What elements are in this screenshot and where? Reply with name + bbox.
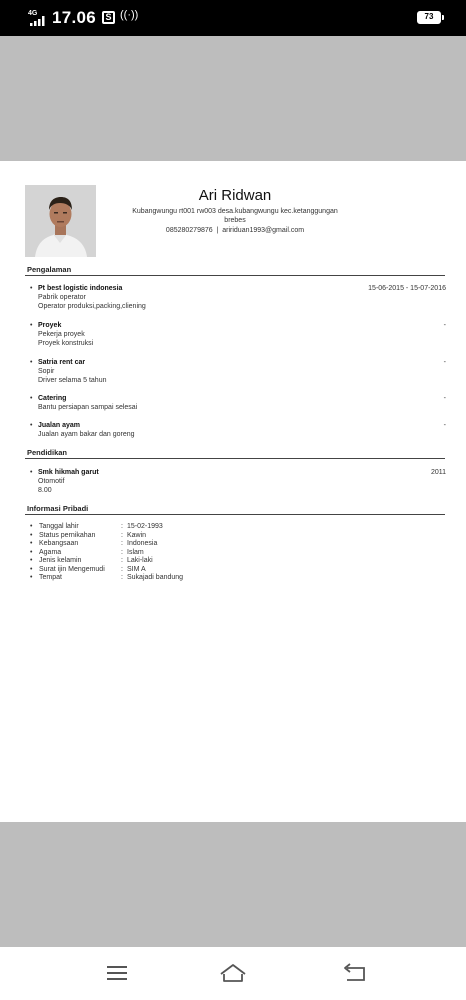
info-value: Kawin xyxy=(127,531,147,539)
info-value: Indonesia xyxy=(127,540,158,547)
signal-icon xyxy=(30,13,46,23)
personal-info-row xyxy=(30,523,250,532)
info-label: Tempat xyxy=(39,574,62,581)
network-type: 4G xyxy=(28,10,38,17)
bullet: • xyxy=(30,395,33,402)
info-colon: : xyxy=(121,540,123,547)
info-value: Islam xyxy=(127,548,144,556)
experience-detail: Pabrik operator xyxy=(38,294,86,301)
candidate-name: Ari Ridwan xyxy=(198,187,272,204)
experience-date: - xyxy=(443,359,446,366)
experience-detail: Proyek konstruksi xyxy=(38,340,94,347)
info-colon: : xyxy=(121,565,123,573)
section-divider xyxy=(25,514,445,515)
education-detail: Otomotif xyxy=(38,478,65,485)
info-label: Jenis kelamin xyxy=(39,557,82,564)
education-title: Smk hikmah garut xyxy=(38,469,99,476)
experience-date: - xyxy=(443,422,446,429)
battery-icon: 73 xyxy=(417,11,441,24)
experience-date: - xyxy=(443,395,446,402)
info-label: Status pernikahan xyxy=(39,531,96,539)
education-detail: 8.00 xyxy=(38,487,52,494)
info-colon: : xyxy=(121,523,123,530)
info-label: Surat ijin Mengemudi xyxy=(39,565,105,573)
personal-info-row xyxy=(30,574,250,583)
clock: 17.06 xyxy=(52,8,97,27)
experience-item xyxy=(30,321,446,351)
phone-number: 085280279876 xyxy=(165,227,213,234)
bullet: • xyxy=(30,531,33,539)
info-colon: : xyxy=(121,531,123,539)
personal-info-row xyxy=(30,540,250,549)
experience-title: Proyek xyxy=(38,322,62,329)
contact-line xyxy=(110,227,360,234)
personal-info-list xyxy=(30,523,250,583)
bullet: • xyxy=(30,359,33,366)
bullet: • xyxy=(30,285,33,292)
profile-photo xyxy=(25,185,96,257)
experience-detail: Pekerja proyek xyxy=(38,331,85,338)
info-value: Sukajadi bandung xyxy=(127,574,184,581)
experience-item xyxy=(30,421,446,441)
info-colon: : xyxy=(121,557,123,564)
experience-detail: Sopir xyxy=(38,368,55,375)
experience-title: Catering xyxy=(38,395,67,402)
info-colon: : xyxy=(121,548,123,556)
personal-info-row xyxy=(30,532,250,541)
contact-separator: | xyxy=(216,227,219,234)
app-notification-icon: S xyxy=(102,11,115,24)
bullet: • xyxy=(30,322,33,329)
info-value: SIM A xyxy=(127,565,146,573)
resume-page[interactable] xyxy=(0,161,466,822)
section-title-experience: Pengalaman xyxy=(27,265,72,274)
experience-detail: Driver selama 5 tahun xyxy=(38,377,107,384)
section-title-personal: Informasi Pribadi xyxy=(27,504,89,513)
experience-detail: Operator produksi,packing,cliening xyxy=(38,303,146,310)
status-bar xyxy=(0,0,466,36)
bullet: • xyxy=(30,548,33,556)
section-divider xyxy=(25,458,445,459)
experience-title: Jualan ayam xyxy=(38,422,81,429)
bullet: • xyxy=(30,469,33,476)
address-line-2: brebes xyxy=(224,217,246,224)
address-line-1: Kubangwungu rt001 rw003 desa.kubangwungu kec.ketanggungan xyxy=(132,208,338,215)
personal-info-row xyxy=(30,549,250,558)
experience-item xyxy=(30,394,446,414)
email-address: aririduan1993@gmail.com xyxy=(222,227,305,234)
experience-item xyxy=(30,284,446,314)
info-label: Kebangsaan xyxy=(39,540,79,547)
navigation-bar xyxy=(0,947,466,1000)
experience-item xyxy=(30,358,446,388)
experience-date: 15-06-2015 - 15-07-2016 xyxy=(368,285,446,292)
home-icon[interactable] xyxy=(218,961,248,985)
bullet: • xyxy=(30,540,33,547)
info-label: Agama xyxy=(39,548,62,556)
experience-title: Satria rent car xyxy=(38,359,86,366)
bullet: • xyxy=(30,557,33,564)
education-item xyxy=(30,468,446,498)
experience-title: Pt best logistic indonesia xyxy=(38,285,123,292)
experience-detail: Jualan ayam bakar dan goreng xyxy=(38,431,135,438)
bullet: • xyxy=(30,422,33,429)
info-label: Tanggal lahir xyxy=(39,523,79,530)
viewer-background-top xyxy=(0,36,466,161)
bullet: • xyxy=(30,574,33,581)
education-year: 2011 xyxy=(430,469,446,476)
info-value: Laki-laki xyxy=(127,557,153,564)
personal-info-row xyxy=(30,557,250,566)
bullet: • xyxy=(30,523,33,530)
experience-date: - xyxy=(443,322,446,329)
candidate-address xyxy=(110,207,360,225)
section-title-education: Pendidikan xyxy=(27,448,68,457)
hotspot-icon: ((·)) xyxy=(120,9,139,21)
menu-icon[interactable] xyxy=(102,961,132,985)
experience-detail: Bantu persiapan sampai selesai xyxy=(38,404,138,411)
bullet: • xyxy=(30,565,33,573)
section-divider xyxy=(25,275,445,276)
back-icon[interactable] xyxy=(340,961,370,985)
info-value: 15-02-1993 xyxy=(127,523,163,530)
personal-info-row xyxy=(30,566,250,575)
viewer-background-bottom xyxy=(0,822,466,947)
info-colon: : xyxy=(121,574,123,581)
